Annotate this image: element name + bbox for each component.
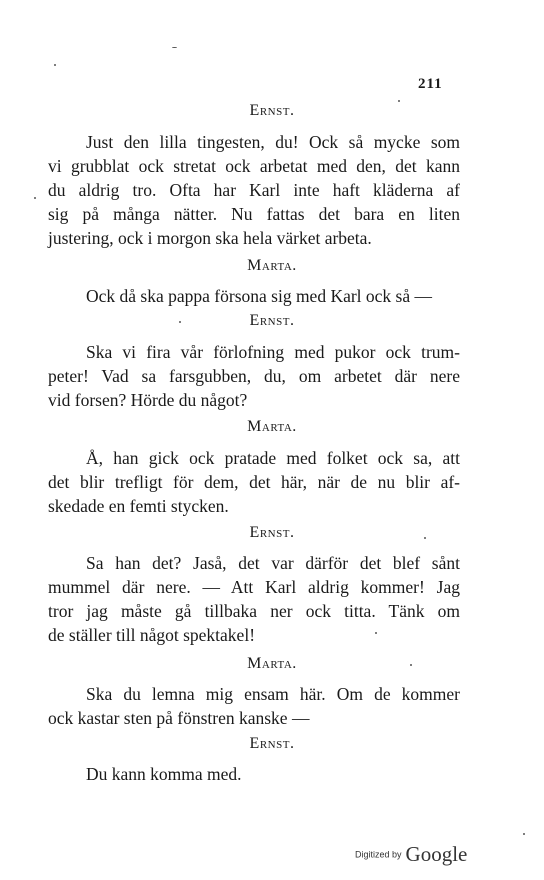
text-line: vid forsen? Hörde du något? <box>48 390 248 410</box>
dialogue-paragraph <box>48 284 460 308</box>
text-line: Just den lilla tingesten, du! Ock så mycke som <box>86 132 460 152</box>
dialogue-paragraph <box>48 446 460 518</box>
text-line: Ska vi fira vår förlofning med pukor ock trum- <box>86 342 460 362</box>
google-logo-text: Google <box>405 842 468 866</box>
dialogue-paragraph <box>48 551 460 647</box>
scan-speck <box>34 197 36 199</box>
text-line: Du kann komma med. <box>86 764 242 784</box>
dialogue-paragraph <box>48 130 460 250</box>
text-line: skedade en femti stycken. <box>48 496 229 516</box>
scan-speck <box>424 537 426 539</box>
speaker-marta: Marta. <box>247 257 297 274</box>
text-line: Å, han gick ock pratade med folket ock sa, att <box>86 448 460 468</box>
speaker-marta: Marta. <box>247 418 297 435</box>
text-line: Ska du lemna mig ensam här. Om de kommer <box>86 684 460 704</box>
text-line: Sa han det? Jaså, det var därför det blef sånt <box>86 553 460 573</box>
speaker-ernst: Ernst. <box>249 102 295 119</box>
scan-speck <box>179 321 181 323</box>
dialogue-paragraph <box>48 340 460 412</box>
scan-speck <box>398 100 400 102</box>
scan-speck <box>172 47 177 48</box>
text-line: Ock då ska pappa försona sig med Karl ock så — <box>86 286 433 306</box>
watermark-prefix: Digitized by <box>355 849 402 860</box>
dialogue-paragraph <box>48 762 460 786</box>
text-line: vi grubblat ock stretat ock arbetat med den, det kann <box>48 156 460 176</box>
text-line: mummel där nere. — Att Karl aldrig kommer! Jag <box>48 577 460 597</box>
scan-speck <box>375 632 377 634</box>
speaker-ernst: Ernst. <box>249 312 295 329</box>
text-line: de ställer till något spektakel! <box>48 625 256 645</box>
scan-speck <box>523 833 525 835</box>
text-line: tror jag måste gå tillbaka ner ock titta. Tänk om <box>48 601 460 621</box>
speaker-ernst: Ernst. <box>249 735 295 752</box>
digitized-by-google-watermark <box>355 842 467 867</box>
speaker-ernst: Ernst. <box>249 524 295 541</box>
text-line: justering, ock i morgon ska hela värket arbeta. <box>48 228 372 248</box>
text-line: ock kastar sten på fönstren kanske — <box>48 708 310 728</box>
text-line: du aldrig tro. Ofta har Karl inte haft kläderna af <box>48 180 460 200</box>
speaker-marta: Marta. <box>247 655 297 672</box>
scan-speck <box>54 64 56 66</box>
page-number: 211 <box>418 76 443 92</box>
text-line: peter! Vad sa farsgubben, du, om arbetet där nere <box>48 366 460 386</box>
dialogue-paragraph <box>48 682 460 730</box>
scan-speck <box>410 664 412 666</box>
text-line: det blir trefligt för dem, det här, när de nu blir af- <box>48 472 460 492</box>
text-line: sig på många nätter. Nu fattas det bara en liten <box>48 204 460 224</box>
